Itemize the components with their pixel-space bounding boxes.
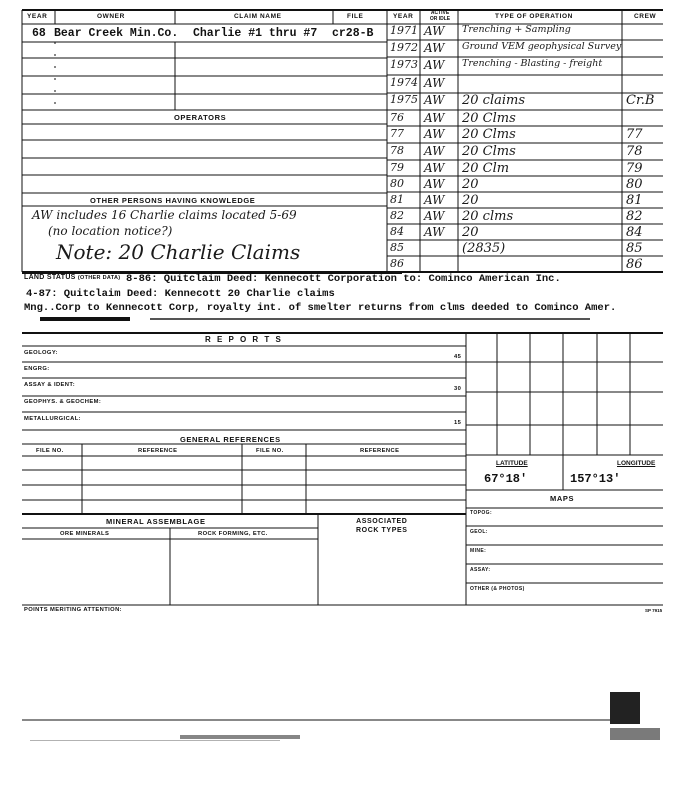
operation-type: 20 claims [462,93,526,108]
associated-rock-types-heading [356,517,408,535]
operation-crew: 80 [626,177,643,192]
map-row-label: GEOL: [470,529,488,535]
header-claim-name: CLAIM NAME [234,13,282,20]
operation-status: AW [424,144,445,158]
operation-crew: 79 [626,161,643,176]
operation-year: 1972 [390,41,418,54]
operation-year: 86 [390,257,404,270]
operation-year: 76 [390,111,404,124]
scan-artifact-block [610,692,640,724]
operation-status: AW [424,177,445,191]
ref-col-file-no: FILE NO. [36,448,64,454]
points-meriting-attention-label: POINTS MERITING ATTENTION: [24,607,122,613]
operation-year: 82 [390,209,404,222]
operation-year: 84 [390,225,404,238]
operation-status: AW [424,76,445,90]
maps-heading: MAPS [550,494,575,503]
map-row-label: OTHER (& PHOTOS) [470,586,525,592]
operation-year: 78 [390,144,404,157]
other-persons-heading: OTHER PERSONS HAVING KNOWLEDGE [90,196,256,205]
rock-forming-label: ROCK FORMING, ETC. [198,531,268,537]
operation-type: Trenching - Blasting - freight [462,58,603,69]
operation-status: AW [424,127,445,141]
land-status-line-2: 4-87: Quitclaim Deed: Kennecott 20 Charlie claims [26,288,335,300]
operation-year: 80 [390,177,404,190]
rock-types-label: ROCK TYPES [356,527,408,534]
operation-year: 81 [390,193,404,206]
knowledge-note-3: Note: 20 Charlie Claims [56,240,301,264]
header-active: ACTIVE [430,10,450,16]
longitude-value: 157°13' [570,472,621,486]
operation-status: AW [424,193,445,207]
claim-name: Charlie #1 thru #7 [193,27,318,40]
operation-type: 20 Clm [462,161,510,176]
header-year-right: YEAR [393,13,414,20]
operation-status: AW [424,24,445,38]
operation-type: 20 [462,177,479,192]
operation-crew: Cr.B [626,93,655,108]
operation-crew: 77 [626,127,643,142]
operation-year: 79 [390,161,404,174]
land-status-line-1: 8-86: Quitclaim Deed: Kennecott Corporation to: Cominco American Inc. [126,273,561,285]
report-number: 15 [454,420,462,426]
operation-status: AW [424,209,445,223]
header-or-idle: OR IDLE [429,16,451,22]
file-number: cr28-B [332,27,374,40]
scan-artifact-smudge-right [610,728,660,740]
header-file: FILE [347,13,364,20]
form-number: SP 7915 [645,608,663,613]
latitude-value: 67°18' [484,472,528,486]
operation-year: 1973 [390,58,418,71]
operation-status: AW [424,41,445,55]
operation-year: 1975 [390,93,418,106]
operation-type: 20 Clms [462,144,516,159]
operation-status: AW [424,161,445,175]
scan-artifact-streak [30,740,280,741]
operation-year: 85 [390,241,404,254]
operation-type: Ground VEM geophysical Survey [462,41,622,52]
ref-col-file-no-2: FILE NO. [256,448,284,454]
operation-status: AW [424,93,445,107]
ref-col-reference: REFERENCE [138,448,178,454]
knowledge-note-1: AW includes 16 Charlie claims located 5-69 [32,208,297,222]
ref-col-reference-2: REFERENCE [360,448,400,454]
operation-year: 77 [390,127,404,140]
operation-type: 20 [462,193,479,208]
ore-minerals-label: ORE MINERALS [60,531,110,537]
operation-crew: 78 [626,144,643,159]
header-crew: CREW [634,13,657,20]
owner-year: 68 [32,27,46,40]
operation-status: AW [424,58,445,72]
map-row-label: ASSAY: [470,567,491,573]
operation-status: AW [424,225,445,239]
operation-crew: 86 [626,257,643,272]
operation-crew: 81 [626,193,643,208]
operation-crew: 85 [626,241,643,256]
operation-type: Trenching + Sampling [462,24,571,35]
operation-type: 20 Clms [462,111,516,126]
header-type-operation: TYPE OF OPERATION [495,13,573,20]
header-active-idle [424,10,456,22]
mineral-assemblage-heading: MINERAL ASSEMBLAGE [106,517,206,526]
operation-type: 20 clms [462,209,514,224]
operation-crew: 82 [626,209,643,224]
report-label: GEOPHYS. & GEOCHEM: [24,399,102,405]
operators-heading: OPERATORS [174,113,227,122]
knowledge-note-2: (no location notice?) [48,224,173,238]
longitude-label: LONGITUDE [617,460,656,467]
operation-crew: 84 [626,225,643,240]
operation-year: 1974 [390,76,418,89]
land-status-line-3: Mng..Corp to Kennecott Corp, royalty int. of smelter returns from clms deeded to Cominco Amer. [24,302,617,314]
report-label: METALLURGICAL: [24,416,82,422]
associated-label: ASSOCIATED [356,518,408,525]
operation-status: AW [424,111,445,125]
latitude-label: LATITUDE [496,460,528,467]
report-label: ENGRG: [24,366,50,372]
land-status-note: (OTHER DATA) [77,275,121,281]
owner-name: Bear Creek Min.Co. [54,27,179,40]
reports-heading: R E P O R T S [205,335,283,344]
land-status-label: LAND STATUS [24,274,76,281]
general-references-heading: GENERAL REFERENCES [180,435,281,444]
report-number: 30 [454,386,462,392]
operation-year: 1971 [390,24,418,37]
scan-artifact-smudge [180,735,300,739]
operation-type: 20 [462,225,479,240]
operation-type: (2835) [462,241,506,256]
header-year: YEAR [27,13,48,20]
map-row-label: MINE: [470,548,487,554]
map-row-label: TOPOG: [470,510,493,516]
operation-type: 20 Clms [462,127,516,142]
report-label: GEOLOGY: [24,350,59,356]
report-label: ASSAY & IDENT: [24,382,76,388]
header-owner: OWNER [97,13,125,20]
report-number: 45 [454,354,462,360]
land-status-heading [24,274,120,281]
